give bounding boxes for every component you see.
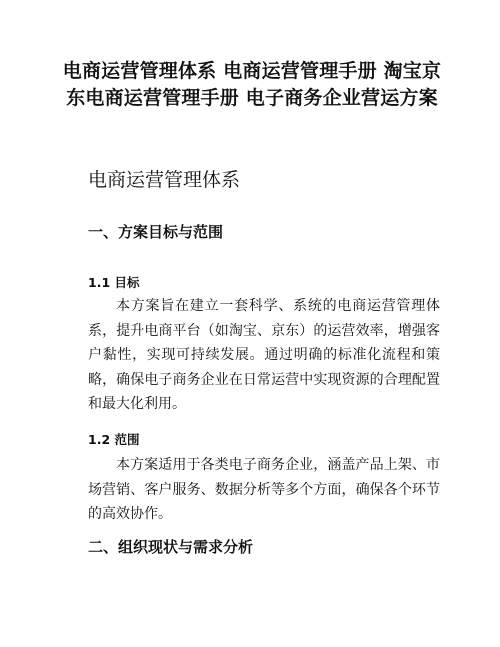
main-heading: 电商运营管理体系 (88, 169, 241, 191)
section-heading-goals-scope: 一、方案目标与范围 (88, 223, 224, 241)
document-title: 电商运营管理体系 电商运营管理手册 淘宝京东电商运营管理手册 电子商务企业营运方案 (62, 60, 442, 109)
paragraph-scope: 本方案适用于各类电子商务企业，涵盖产品上架、市场营销、客户服务、数据分析等多个方面，确保各个环节的高效协作。 (88, 457, 440, 522)
section-heading-org-analysis: 二、组织现状与需求分析 (88, 538, 254, 556)
subsection-heading-scope: 1.2 范围 (88, 432, 140, 447)
subsection-heading-goal: 1.1 目标 (88, 275, 140, 290)
paragraph-goal: 本方案旨在建立一套科学、系统的电商运营管理体系，提升电商平台（如淘宝、京东）的运营效率，增强客户黏性，实现可持续发展。通过明确的标准化流程和策略，确保电子商务企业在日常运营中实现资源的合理配置和最大化利用。 (88, 298, 440, 412)
